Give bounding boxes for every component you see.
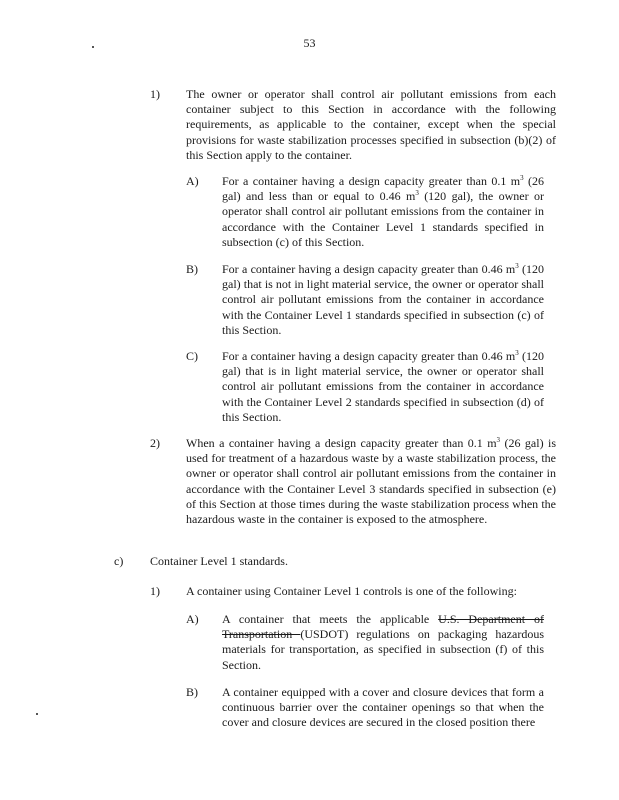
paragraph-A-text-3: (120 gal), the owner or operator shall control air pollutant emissions from the container in accordance with the Container Level 1 standards specified in subsection (c) of this Section. [222, 189, 544, 249]
paragraph-cB [222, 685, 544, 731]
paragraph-B-text-1: For a container having a design capacity greater than 0.46 m [222, 262, 516, 276]
item-label-1: 1) [150, 87, 160, 101]
superscript-3: 3 [496, 436, 501, 444]
paragraph-B [222, 262, 544, 338]
paragraph-A-text-2: (26 gal) and less than or equal to 0.46 m [222, 174, 544, 204]
item-label-cA: A) [186, 612, 199, 626]
item-label-A: A) [186, 174, 199, 188]
struck-text: U.S. Department of Transportation [222, 612, 544, 642]
superscript-3: 3 [515, 349, 519, 357]
item-label-C: C) [186, 349, 198, 363]
paragraph-C [222, 349, 544, 425]
scan-speck [36, 713, 38, 715]
section-heading-c [150, 554, 550, 569]
paragraph-c1 [186, 584, 566, 599]
paragraph-cA-text-1: A container that meets the applicable [222, 612, 439, 626]
section-heading-c-text: Container Level 1 standards. [150, 554, 288, 568]
section-label-c: c) [114, 554, 124, 568]
page-number: 53 [303, 36, 316, 50]
paragraph-2-text-1: When a container having a design capacity greater than 0.1 m [186, 436, 497, 450]
paragraph-B-text-2: (120 gal) that is not in light material service, the owner or operator shall control air pollutant emissions from the container in accordance with the Container Level 1 standards specified in subsection (c) of this Section. [222, 262, 544, 337]
item-label-2: 2) [150, 436, 160, 450]
superscript-3: 3 [520, 174, 524, 182]
item-label-cB: B) [186, 685, 198, 699]
paragraph-c1-text: A container using Container Level 1 controls is one of the following: [186, 584, 517, 598]
paragraph-C-text-1: For a container having a design capacity greater than 0.46 m [222, 349, 516, 363]
paragraph-cA-text-2: (USDOT) regulations on packaging hazardous materials for transportation, as specified in subsection (f) of this Section. [222, 627, 544, 672]
item-label-c1: 1) [150, 584, 160, 598]
superscript-3: 3 [415, 189, 419, 198]
superscript-3: 3 [515, 262, 519, 270]
paragraph-cA [222, 612, 544, 673]
paragraph-C-text-2: (120 gal) that is in light material service, the owner or operator shall control air pollutant emissions from the container in accordance with the Container Level 2 standards specified in subsection (d) of this Section. [222, 349, 544, 424]
paragraph-A [222, 174, 544, 250]
paragraph-2 [186, 436, 556, 527]
paragraph-2-text-2: (26 gal) is used for treatment of a hazardous waste by a waste stabilization process, the owner or operator shall control air pollutant emissions from the container in accordance with the Container Level 3 standards specified in subsection (e) of this Section at those times during the waste stabilization process when the hazardous waste in the container is exposed to the atmosphere. [186, 436, 557, 527]
paragraph-1-text: The owner or operator shall control air pollutant emissions from each container subject to this Section in accordance with the following requirements, as applicable to the container, except when the special provisions for waste stabilization processes specified in subsection (b)(2) of this Section apply to the container. [186, 87, 556, 162]
paragraph-A-text-1: For a container having a design capacity greater than 0.1 m [222, 174, 521, 188]
paragraph-cB-text: A container equipped with a cover and closure devices that form a continuous barrier over the container openings so that when the cover and closure devices are secured in the closed position there [222, 685, 544, 730]
item-label-B: B) [186, 262, 198, 276]
paragraph-1 [186, 87, 556, 163]
